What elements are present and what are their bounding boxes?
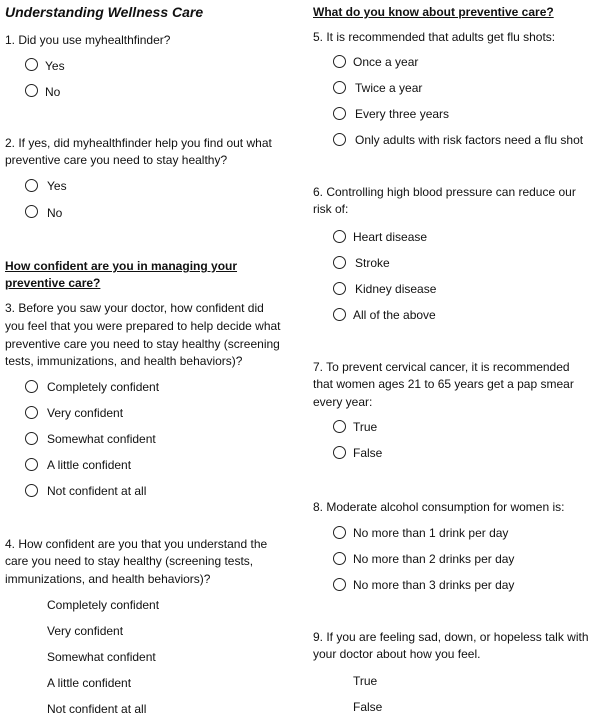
q1-radio-yes[interactable] xyxy=(25,58,38,71)
form-title: Understanding Wellness Care xyxy=(5,4,204,20)
question-2-line: 2. If yes, did myhealthfinder help you find out what xyxy=(5,136,272,150)
question-8: 8. Moderate alcohol consumption for women is: xyxy=(313,500,565,514)
q7-radio-false[interactable] xyxy=(333,446,346,459)
q5-radio[interactable] xyxy=(333,55,346,68)
q2-radio-no[interactable] xyxy=(25,205,38,218)
question-4-line: immunizations, and health behaviors)? xyxy=(5,572,211,586)
q7-radio-true[interactable] xyxy=(333,420,346,433)
q5-option: Once a year xyxy=(353,55,419,69)
q5-radio[interactable] xyxy=(333,107,346,120)
question-9-line: your doctor about how you feel. xyxy=(313,647,481,661)
q2-radio-yes[interactable] xyxy=(25,179,38,192)
q3-option: Completely confident xyxy=(47,380,160,394)
q6-radio[interactable] xyxy=(333,282,346,295)
q6-radio[interactable] xyxy=(333,308,346,321)
question-5: 5. It is recommended that adults get flu shots: xyxy=(313,30,556,44)
q7-option-true: True xyxy=(353,420,378,434)
question-7-line: every year: xyxy=(313,395,373,409)
q3-option: Not confident at all xyxy=(47,484,147,498)
q3-radio[interactable] xyxy=(25,432,38,445)
q5-radio[interactable] xyxy=(333,81,346,94)
q9-option-true[interactable]: True xyxy=(353,674,378,688)
q8-radio[interactable] xyxy=(333,552,346,565)
question-2-line: preventive care you need to stay healthy? xyxy=(5,153,228,167)
q3-radio[interactable] xyxy=(25,380,38,393)
q3-option: Very confident xyxy=(47,406,124,420)
question-6-line: risk of: xyxy=(313,202,349,216)
q8-radio[interactable] xyxy=(333,578,346,591)
question-7-line: 7. To prevent cervical cancer, it is recommended xyxy=(313,360,570,374)
q1-option-no: No xyxy=(45,85,61,99)
q3-option: Somewhat confident xyxy=(47,432,156,446)
q5-option: Twice a year xyxy=(355,81,423,95)
q8-option: No more than 1 drink per day xyxy=(353,526,509,540)
q6-radio[interactable] xyxy=(333,230,346,243)
q7-option-false: False xyxy=(353,446,383,460)
q3-radio[interactable] xyxy=(25,406,38,419)
q1-option-yes: Yes xyxy=(45,59,65,73)
question-1: 1. Did you use myhealthfinder? xyxy=(5,33,171,47)
section-heading-knowledge: What do you know about preventive care? xyxy=(313,5,554,19)
q4-option[interactable]: A little confident xyxy=(47,676,132,690)
q6-option: All of the above xyxy=(353,308,436,322)
question-3-line: tests, immunizations, and health behaviors)? xyxy=(5,354,243,368)
question-4-line: care you need to stay healthy (screening tests, xyxy=(5,554,254,568)
q8-option: No more than 2 drinks per day xyxy=(353,552,515,566)
q6-radio[interactable] xyxy=(333,256,346,269)
section-heading-confidence: How confident are you in managing your xyxy=(5,259,238,273)
question-6-line: 6. Controlling high blood pressure can reduce our xyxy=(313,185,576,199)
q5-option: Only adults with risk factors need a flu shot xyxy=(355,133,584,147)
q3-radio[interactable] xyxy=(25,484,38,497)
question-9-line: 9. If you are feeling sad, down, or hopeless talk with xyxy=(313,630,589,644)
q3-radio[interactable] xyxy=(25,458,38,471)
q4-option[interactable]: Very confident xyxy=(47,624,124,638)
q1-radio-no[interactable] xyxy=(25,84,38,97)
question-4-line: 4. How confident are you that you understand the xyxy=(5,537,268,551)
q4-option[interactable]: Completely confident xyxy=(47,598,160,612)
q8-radio[interactable] xyxy=(333,526,346,539)
q8-option: No more than 3 drinks per day xyxy=(353,578,515,592)
q6-option: Stroke xyxy=(355,256,390,270)
q5-option: Every three years xyxy=(355,107,450,121)
q4-option[interactable]: Somewhat confident xyxy=(47,650,156,664)
question-7-line: that women ages 21 to 65 years get a pap smear xyxy=(313,377,574,391)
q2-option-yes: Yes xyxy=(47,179,67,193)
q3-option: A little confident xyxy=(47,458,132,472)
q2-option-no: No xyxy=(47,206,63,220)
question-3-line: 3. Before you saw your doctor, how confident did xyxy=(5,301,264,315)
question-3-line: preventive care you need to stay healthy (screening xyxy=(5,337,280,351)
q4-option[interactable]: Not confident at all xyxy=(47,702,147,716)
q6-option: Kidney disease xyxy=(355,282,437,296)
section-heading-confidence: preventive care? xyxy=(5,276,101,290)
question-3-line: you feel that you were prepared to help decide what xyxy=(5,319,281,333)
q5-radio[interactable] xyxy=(333,133,346,146)
q9-option-false[interactable]: False xyxy=(353,700,383,714)
q6-option: Heart disease xyxy=(353,230,428,244)
